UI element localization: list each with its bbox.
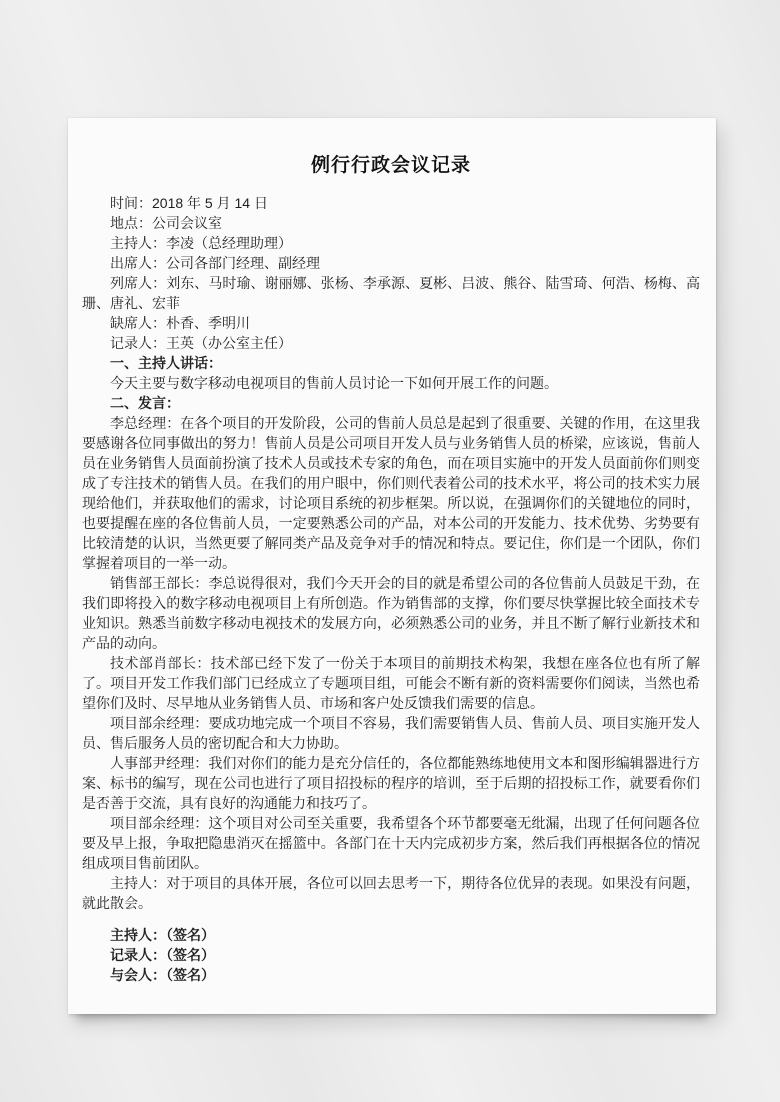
meta-line-absent: 缺席人：朴香、季明川	[110, 315, 250, 331]
document-page	[68, 118, 716, 1014]
paragraph-host-speech: 今天主要与数字移动电视项目的售前人员讨论一下如何开展工作的问题。	[110, 375, 558, 391]
document-body	[82, 193, 700, 985]
meta-line-host: 主持人：李凌（总经理助理）	[110, 235, 292, 251]
paragraph-hr-manager: 人事部尹经理：我们对你们的能力是充分信任的，各位都能熟练地使用文本和图形编辑器进行方案、标书的编写，现在公司也进行了项目招投标的程序的培训，至于后期的招投标工作，就要看你们是否善于交流，具有良好的沟通能力和技巧了。	[82, 755, 700, 811]
paragraph-sales-director: 销售部王部长：李总说得很对，我们今天开会的目的就是希望公司的各位售前人员鼓足干劲，在我们即将投入的数字移动电视项目上有所创造。作为销售部的支撑，你们要尽快掌握比较全面技术专业知识。熟悉当前数字移动电视技术的发展方向，必须熟悉公司的业务，并且不断了解行业新技术和产品的动向。	[82, 575, 700, 651]
signature-block	[82, 925, 700, 985]
meta-line-time: 时间：2018 年 5 月 14 日	[110, 195, 268, 211]
paragraph-host-closing: 主持人：对于项目的具体开展，各位可以回去思考一下，期待各位优异的表现。如果没有问题，就此散会。	[82, 875, 700, 911]
section-heading-host-speech: 一、主持人讲话：	[110, 355, 222, 371]
paragraph-project-manager-1: 项目部余经理：要成功地完成一个项目不容易，我们需要销售人员、售前人员、项目实施开发人员、售后服务人员的密切配合和大力协助。	[82, 715, 700, 751]
meta-line-observers: 列席人：刘东、马时瑜、谢丽娜、张杨、李承源、夏彬、吕波、熊谷、陆雪琦、何浩、杨梅、高珊、唐礼、宏菲	[82, 275, 700, 311]
paragraph-tech-director: 技术部肖部长：技术部已经下发了一份关于本项目的前期技术构架，我想在座各位也有所了解了。项目开发工作我们部门已经成立了专题项目组，可能会不断有新的资料需要你们阅读，当然也希望你们及时、尽早地从业务销售人员、市场和客户处反馈我们需要的信息。	[82, 655, 700, 711]
document-content	[68, 118, 716, 985]
document-title: 例行行政会议记录	[310, 155, 471, 176]
meta-line-recorder: 记录人：王英（办公室主任）	[110, 335, 292, 351]
meta-line-place: 地点：公司会议室	[110, 215, 222, 231]
paragraph-general-manager: 李总经理：在各个项目的开发阶段，公司的售前人员总是起到了很重要、关键的作用，在这里我要感谢各位同事做出的努力！售前人员是公司项目开发人员与业务销售人员的桥梁，应该说，售前人员在业务销售人员面前扮演了技术人员或技术专家的角色，而在项目实施中的开发人员面前你们则变成了专注技术的销售人员。在我们的用户眼中，你们则代表着公司的技术水平，将公司的技术实力展现给他们，并获取他们的需求，讨论项目系统的初步框架。所以说，在强调你们的关键地位的同时，也要提醒在座的各位售前人员，一定要熟悉公司的产品，对本公司的开发能力、技术优势、劣势要有比较清楚的认识，当然更要了解同类产品及竞争对手的情况和特点。要记住，你们是一个团队，你们掌握着项目的一举一动。	[82, 415, 700, 571]
paragraph-project-manager-2: 项目部余经理：这个项目对公司至关重要，我希望各个环节都要毫无纰漏，出现了任何问题各位要及早上报，争取把隐患消灭在摇篮中。各部门在十天内完成初步方案，然后我们再根据各位的情况组成项目售前团队。	[82, 815, 700, 871]
signature-line-attendees: 与会人：（签名）	[110, 967, 215, 983]
signature-line-recorder: 记录人：（签名）	[110, 947, 215, 963]
section-heading-speeches: 二、发言：	[110, 395, 180, 411]
meta-line-attendees: 出席人：公司各部门经理、副经理	[110, 255, 320, 271]
signature-line-host: 主持人：（签名）	[110, 927, 215, 943]
